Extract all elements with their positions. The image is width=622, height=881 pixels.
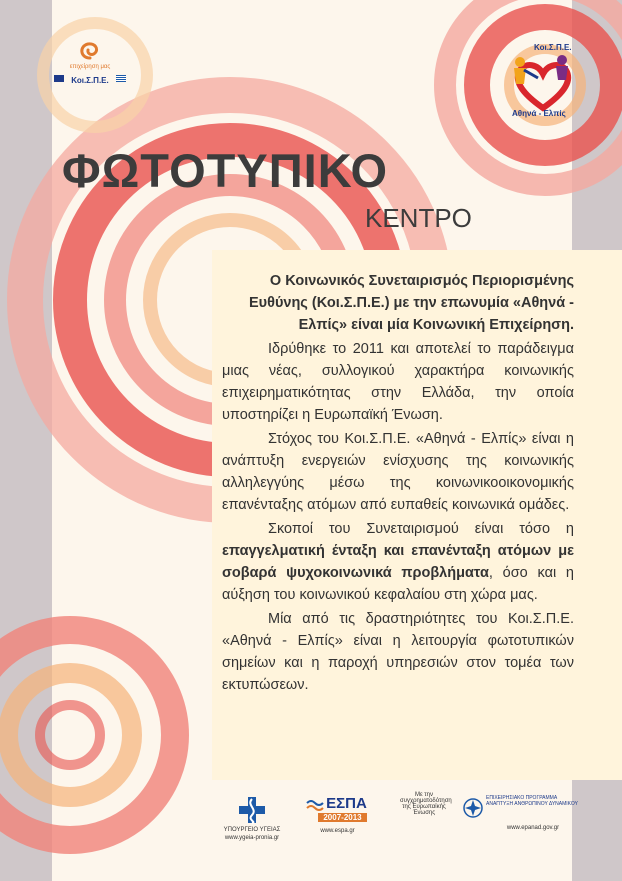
espa-label: ΕΣΠΑ <box>326 795 367 812</box>
ministry-cross-icon <box>235 795 269 825</box>
cofund-line-4: Ένωσης <box>412 810 436 816</box>
espa-years: 2007-2013 <box>318 813 367 822</box>
program-label: ΕΠΙΧΕΙΡΗΣΙΑΚΟ ΠΡΟΓΡΑΜΜΑ ΑΝΑΠΤΥΞΗ ΑΝΘΡΩΠΙΝΟΥ ΔΥΝΑΜΙΚΟΥ <box>486 795 578 807</box>
intro-paragraph: Ο Κοινωνικός Συνεταιρισμός Περιορισμένης Ευθύνης (Κοι.Σ.Π.Ε.) με την επωνυμία «Αθηνά - Ελπίς» είναι μία Κοινωνική Επιχείρηση. <box>249 273 574 333</box>
ring-bottom-left-core <box>40 705 100 765</box>
espa-logo <box>300 795 375 834</box>
aims-end-text: , όσο και η αύξηση του κοινωνικού κεφαλαίου στη χώρα μας. <box>222 565 574 603</box>
logo-right-name: Κοι.Σ.Π.Ε. <box>534 43 572 52</box>
paragraph-aims <box>222 518 574 606</box>
ministry-label: ΥΠΟΥΡΓΕΙΟ ΥΓΕΙΑΣ <box>223 827 281 833</box>
logo-kispe-right <box>500 40 586 124</box>
paragraph-founded: Ιδρύθηκε το 2011 και αποτελεί το παράδειγμα μιας νέας, συλλογικού χαρακτήρα κοινωνικής επιχειρηματικότητας στην Ελλάδα, την οποία υποστηρίζει η Ευρωπαϊκή Ένωση. <box>222 341 574 423</box>
page-title: ΦΩΤΟΤΥΠΙΚΟ <box>62 144 389 197</box>
cofund-line-2: συγχρηματοδότηση <box>400 798 452 804</box>
espa-wave-icon <box>306 799 324 813</box>
logo-right-city: Αθηνά - Ελπίς <box>512 109 566 118</box>
logo-kispe-left <box>40 38 140 108</box>
page-subtitle: ΚΕΝΤΡΟ <box>365 203 472 233</box>
logo-left-brand: Κοι.Σ.Π.Ε. <box>71 76 109 85</box>
aims-bold-text: επαγγελματική ένταξη και επανένταξη ατόμων με σοβαρά ψυχοκοινωνικά προβλήματα <box>222 543 574 581</box>
eu-cofunding-note <box>400 792 452 816</box>
aims-start-text: Σκοποί του Συνεταιρισμού είναι τόσο η <box>268 521 574 537</box>
ministry-url: www.ygeia-pronia.gr <box>224 835 280 841</box>
logo-left-tagline: επιχείρηση μας <box>69 64 111 70</box>
cofund-line-1: Με την <box>414 792 434 798</box>
program-url: www.epanad.gov.gr <box>506 825 560 831</box>
paragraph-goal: Στόχος του Κοι.Σ.Π.Ε. «Αθηνά - Ελπίς» είναι η ανάπτυξη ενεργειών ενίσχυσης της κοινωνικής αλληλεγγύης μέσω της κοινωνικοοικονομικής επανένταξης ατόμων από ευπαθείς κοινωνικά ομάδες. <box>222 431 574 513</box>
espa-url: www.espa.gr <box>320 828 355 834</box>
program-star-icon <box>462 797 484 819</box>
body-text <box>222 270 574 698</box>
ministry-logo <box>212 795 292 841</box>
cofund-line-3: της Ευρωπαϊκής <box>402 804 446 810</box>
greek-flag-icon <box>116 75 126 82</box>
swirl-logo-icon <box>75 38 105 62</box>
ring-bottom-left-inner <box>8 673 132 797</box>
footer-logos <box>0 790 622 881</box>
eu-flag-icon <box>54 75 64 82</box>
paragraph-activity: Μία από τις δραστηριότητες του Κοι.Σ.Π.Ε. «Αθηνά - Ελπίς» είναι η λειτουργία φωτοτυπικών σημείων και η παροχή υπηρεσιών στον τομέα των εκτυπώσεων. <box>222 611 574 693</box>
program-logo <box>462 795 580 831</box>
